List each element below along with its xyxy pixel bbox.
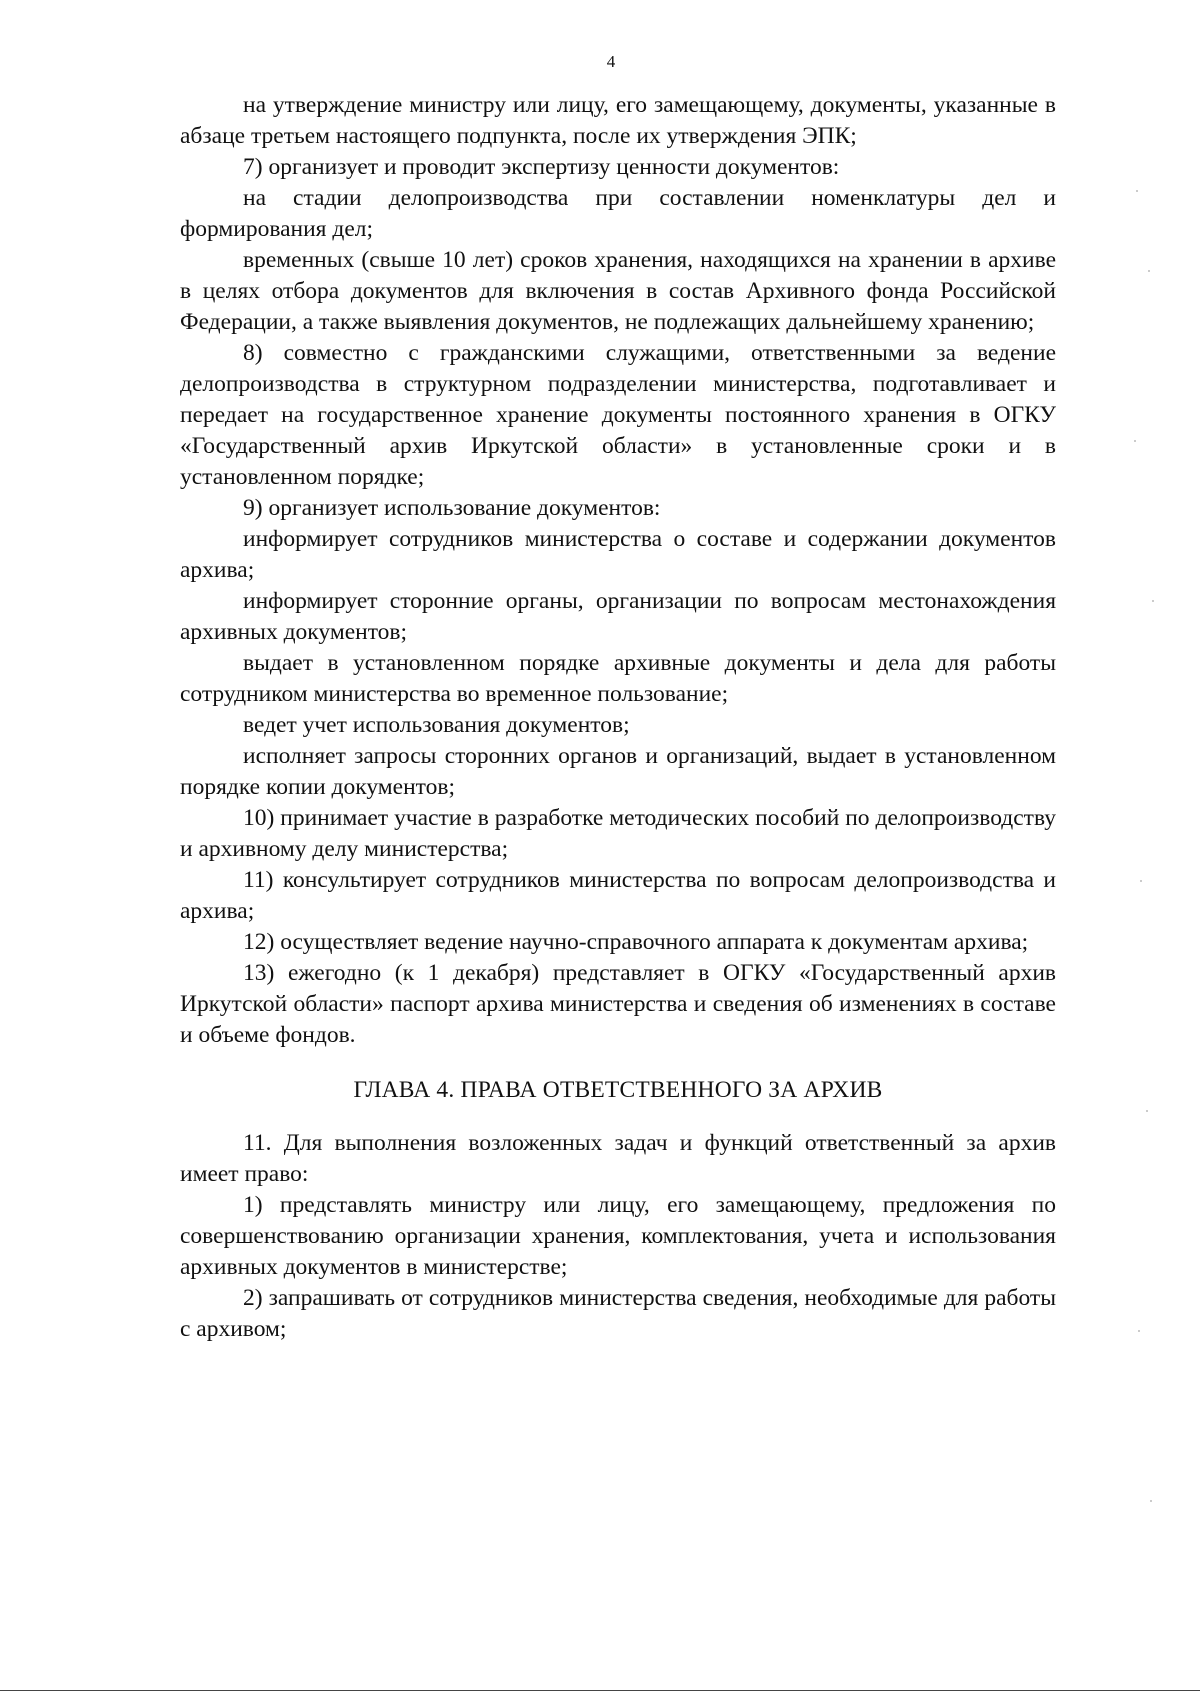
paragraph: 2) запрашивать от сотрудников министерства сведения, необходимые для работы с архивом; [180,1285,1056,1342]
chapter-title: ГЛАВА 4. ПРАВА ОТВЕТСТВЕННОГО ЗА АРХИВ [353,1077,883,1103]
paragraph: 12) осуществляет ведение научно-справочного аппарата к документам архива; [243,929,1029,955]
document-body [180,90,1056,1345]
paragraph: 11) консультирует сотрудников министерства по вопросам делопроизводства и архива; [180,867,1056,924]
paragraph: на стадии делопроизводства при составлении номенклатуры дел и формирования дел; [180,185,1056,242]
paragraph: 9) организует использование документов: [243,495,661,521]
paragraph: выдает в установленном порядке архивные документы и дела для работы сотрудником министерства во временное пользование; [180,650,1056,707]
paragraph: исполняет запросы сторонних органов и организаций, выдает в установленном порядке копии документов; [180,743,1056,800]
scan-noise [1130,180,1160,1580]
page-number: 4 [606,52,616,71]
paragraph: временных (свыше 10 лет) сроков хранения, находящихся на хранении в архиве в целях отбора документов для включения в состав Архивного фонда Российской Федерации, а также выявления документов, не подлежащих дальнейшему хранению; [180,247,1056,335]
paragraph: 1) представлять министру или лицу, его замещающему, предложения по совершенствованию организации хранения, комплектования, учета и использования архивных документов в министерстве; [180,1192,1056,1280]
paragraph: 7) организует и проводит экспертизу ценности документов: [243,154,840,180]
paragraph: информирует сторонние органы, организации по вопросам местонахождения архивных документов; [180,588,1056,645]
paragraph: 10) принимает участие в разработке методических пособий по делопроизводству и архивному делу министерства; [180,805,1056,862]
paragraph: 11. Для выполнения возложенных задач и функций ответственный за архив имеет право: [180,1130,1056,1187]
paragraph: 13) ежегодно (к 1 декабря) представляет в ОГКУ «Государственный архив Иркутской области» паспорт архива министерства и сведения об изменениях в составе и объеме фондов. [180,960,1056,1048]
page-bottom-edge [0,1690,1200,1691]
paragraph: информирует сотрудников министерства о составе и содержании документов архива; [180,526,1056,583]
paragraph: на утверждение министру или лицу, его замещающему, документы, указанные в абзаце третьем настоящего подпункта, после их утверждения ЭПК; [180,92,1056,149]
paragraph: ведет учет использования документов; [243,712,630,738]
paragraph: 8) совместно с гражданскими служащими, ответственными за ведение делопроизводства в структурном подразделении министерства, подготавливает и передает на государственное хранение документы постоянного хранения в ОГКУ «Государственный архив Иркутской области» в установленные сроки и в установленном порядке; [180,340,1056,490]
